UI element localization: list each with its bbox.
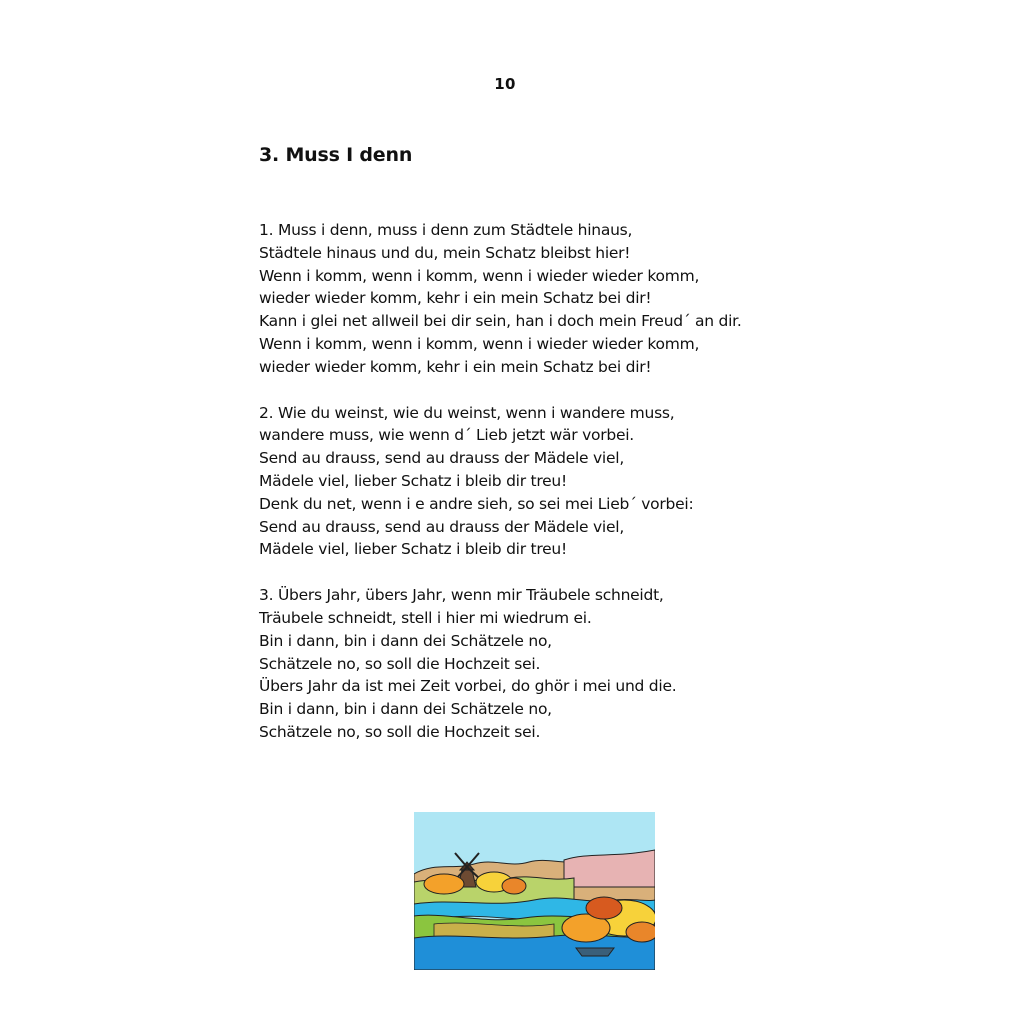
verse-line: 2. Wie du weinst, wie du weinst, wenn i wandere muss, bbox=[259, 403, 675, 422]
verse-line: wieder wieder komm, kehr i ein mein Schatz bei dir! bbox=[259, 357, 652, 376]
landscape-windmill-illustration bbox=[414, 812, 655, 970]
verse-line: Send au drauss, send au drauss der Mädele viel, bbox=[259, 449, 625, 468]
verse-line: Mädele viel, lieber Schatz i bleib dir treu! bbox=[259, 471, 567, 490]
verse-line: 3. Übers Jahr, übers Jahr, wenn mir Träubele schneidt, bbox=[259, 586, 664, 605]
verse-line: Kann i glei net allweil bei dir sein, han i doch mein Freud´ an dir. bbox=[259, 312, 742, 331]
verse-line: Denk du net, wenn i e andre sieh, so sei mei Lieb´ vorbei: bbox=[259, 494, 694, 513]
tree bbox=[586, 897, 622, 919]
lake bbox=[414, 935, 655, 970]
verse-line: Wenn i komm, wenn i komm, wenn i wieder wieder komm, bbox=[259, 334, 700, 353]
verse-line: Mädele viel, lieber Schatz i bleib dir treu! bbox=[259, 540, 567, 559]
verse-line: Bin i dann, bin i dann dei Schätzele no, bbox=[259, 631, 552, 650]
verse-line: Städtele hinaus und du, mein Schatz bleibst hier! bbox=[259, 243, 631, 262]
verse-line: Send au drauss, send au drauss der Mädele viel, bbox=[259, 517, 625, 536]
tree bbox=[626, 922, 655, 942]
tree bbox=[424, 874, 464, 894]
verse-line: Übers Jahr da ist mei Zeit vorbei, do ghör i mei und die. bbox=[259, 677, 677, 696]
verse-line: Schätzele no, so soll die Hochzeit sei. bbox=[259, 654, 541, 673]
verse-line: Träubele schneidt, stell i hier mi wiedrum ei. bbox=[259, 608, 592, 627]
boat bbox=[576, 948, 614, 956]
song-title: 3. Muss I denn bbox=[259, 144, 413, 166]
lyrics bbox=[259, 219, 819, 767]
verse-line: wandere muss, wie wenn d´ Lieb jetzt wär vorbei. bbox=[259, 426, 634, 445]
verse-line: 1. Muss i denn, muss i denn zum Städtele hinaus, bbox=[259, 221, 633, 239]
verse-line: Wenn i komm, wenn i komm, wenn i wieder wieder komm, bbox=[259, 266, 700, 285]
verse-3 bbox=[259, 584, 819, 744]
page-number: 10 bbox=[494, 75, 516, 93]
tree bbox=[502, 878, 526, 894]
verse-line: wieder wieder komm, kehr i ein mein Schatz bei dir! bbox=[259, 289, 652, 308]
verse-1 bbox=[259, 219, 819, 379]
verse-line: Bin i dann, bin i dann dei Schätzele no, bbox=[259, 700, 552, 719]
verse-2 bbox=[259, 402, 819, 562]
verse-line: Schätzele no, so soll die Hochzeit sei. bbox=[259, 722, 541, 741]
